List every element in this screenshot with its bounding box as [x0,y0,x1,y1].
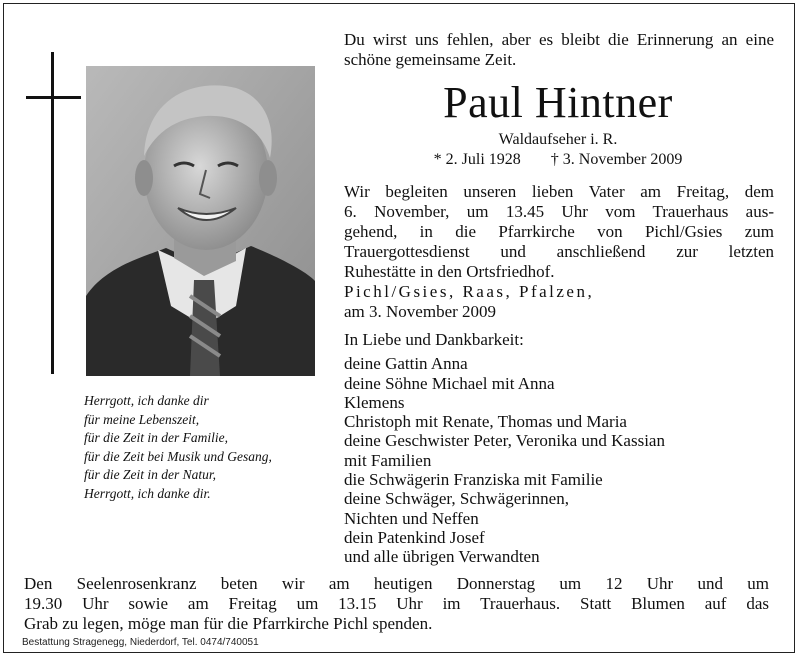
funeral-announcement [344,182,774,282]
mourner-line: deine Gattin Anna [344,354,468,374]
mourner-line: und alle übrigen Verwandten [344,547,540,567]
deceased-name: Paul Hintner [443,78,673,127]
rosary-line: 19.30 Uhr sowie am Freitag um 13.15 Uhr im Trauerhaus. Statt Blumen auf das [24,594,769,613]
poem-line: für die Zeit in der Natur, [84,467,217,482]
poem-line: Herrgott, ich danke dir [84,393,209,408]
mourner-line: dein Patenkind Josef [344,527,485,547]
funeral-home-footer: Bestattung Stragenegg, Niederdorf, Tel. 0474/740051 [22,637,259,648]
rosary-announcement [24,574,769,634]
place-names: Pichl/Gsies, Raas, Pfalzen, [344,282,595,301]
funeral-line: gehend, in die Pfarrkirche von Pichl/Gsies zum [344,222,774,241]
portrait-photo [86,66,315,376]
poem-line: für die Zeit bei Musik und Gesang, [84,448,272,464]
mourners-intro: In Liebe und Dankbarkeit: [344,330,524,349]
cross-vertical-bar [51,52,54,374]
rosary-line: Den Seelenrosenkranz beten wir am heutigen Donnerstag um 12 Uhr und um [24,574,769,593]
funeral-line: 6. November, um 13.45 Uhr vom Trauerhaus aus- [344,202,774,221]
funeral-line: Ruhestätte in den Ortsfriedhof. [344,262,555,281]
mourner-line: Christoph mit Renate, Thomas und Maria [344,412,627,432]
funeral-line: Trauergottesdienst und anschließend zur letzten [344,242,774,261]
life-dates [344,150,772,170]
place-and-date [344,282,774,322]
mourner-line: mit Familien [344,450,432,470]
funeral-line: Wir begleiten unseren lieben Vater am Freitag, dem [344,182,774,201]
mourner-line: Klemens [344,392,405,412]
mourner-line: Nichten und Neffen [344,508,479,528]
cross-horizontal-bar [26,96,81,99]
rosary-line: Grab zu legen, möge man für die Pfarrkirche Pichl spenden. [24,614,433,633]
mourner-line: die Schwägerin Franziska mit Familie [344,470,603,490]
poem-line: für meine Lebenszeit, [84,411,200,427]
mourner-line: deine Geschwister Peter, Veronika und Kassian [344,431,665,451]
mourner-line: deine Schwäger, Schwägerinnen, [344,489,569,509]
notice-date: am 3. November 2009 [344,302,497,321]
birth-date: * 2. Juli 1928 [433,151,521,168]
portrait-illustration [86,66,315,376]
mourner-line: deine Söhne Michael mit Anna [344,373,555,393]
farewell-quote: Du wirst uns fehlen, aber es bleibt die Erinnerung an eine schöne gemeinsame Zeit. [344,30,774,69]
mourners-list [344,330,774,567]
death-date: † 3. November 2009 [550,151,683,168]
deceased-occupation: Waldaufseher i. R. [498,131,618,148]
poem-line: Herrgott, ich danke dir. [84,485,211,501]
poem-line: für die Zeit in der Familie, [84,430,228,445]
poem [84,392,334,503]
